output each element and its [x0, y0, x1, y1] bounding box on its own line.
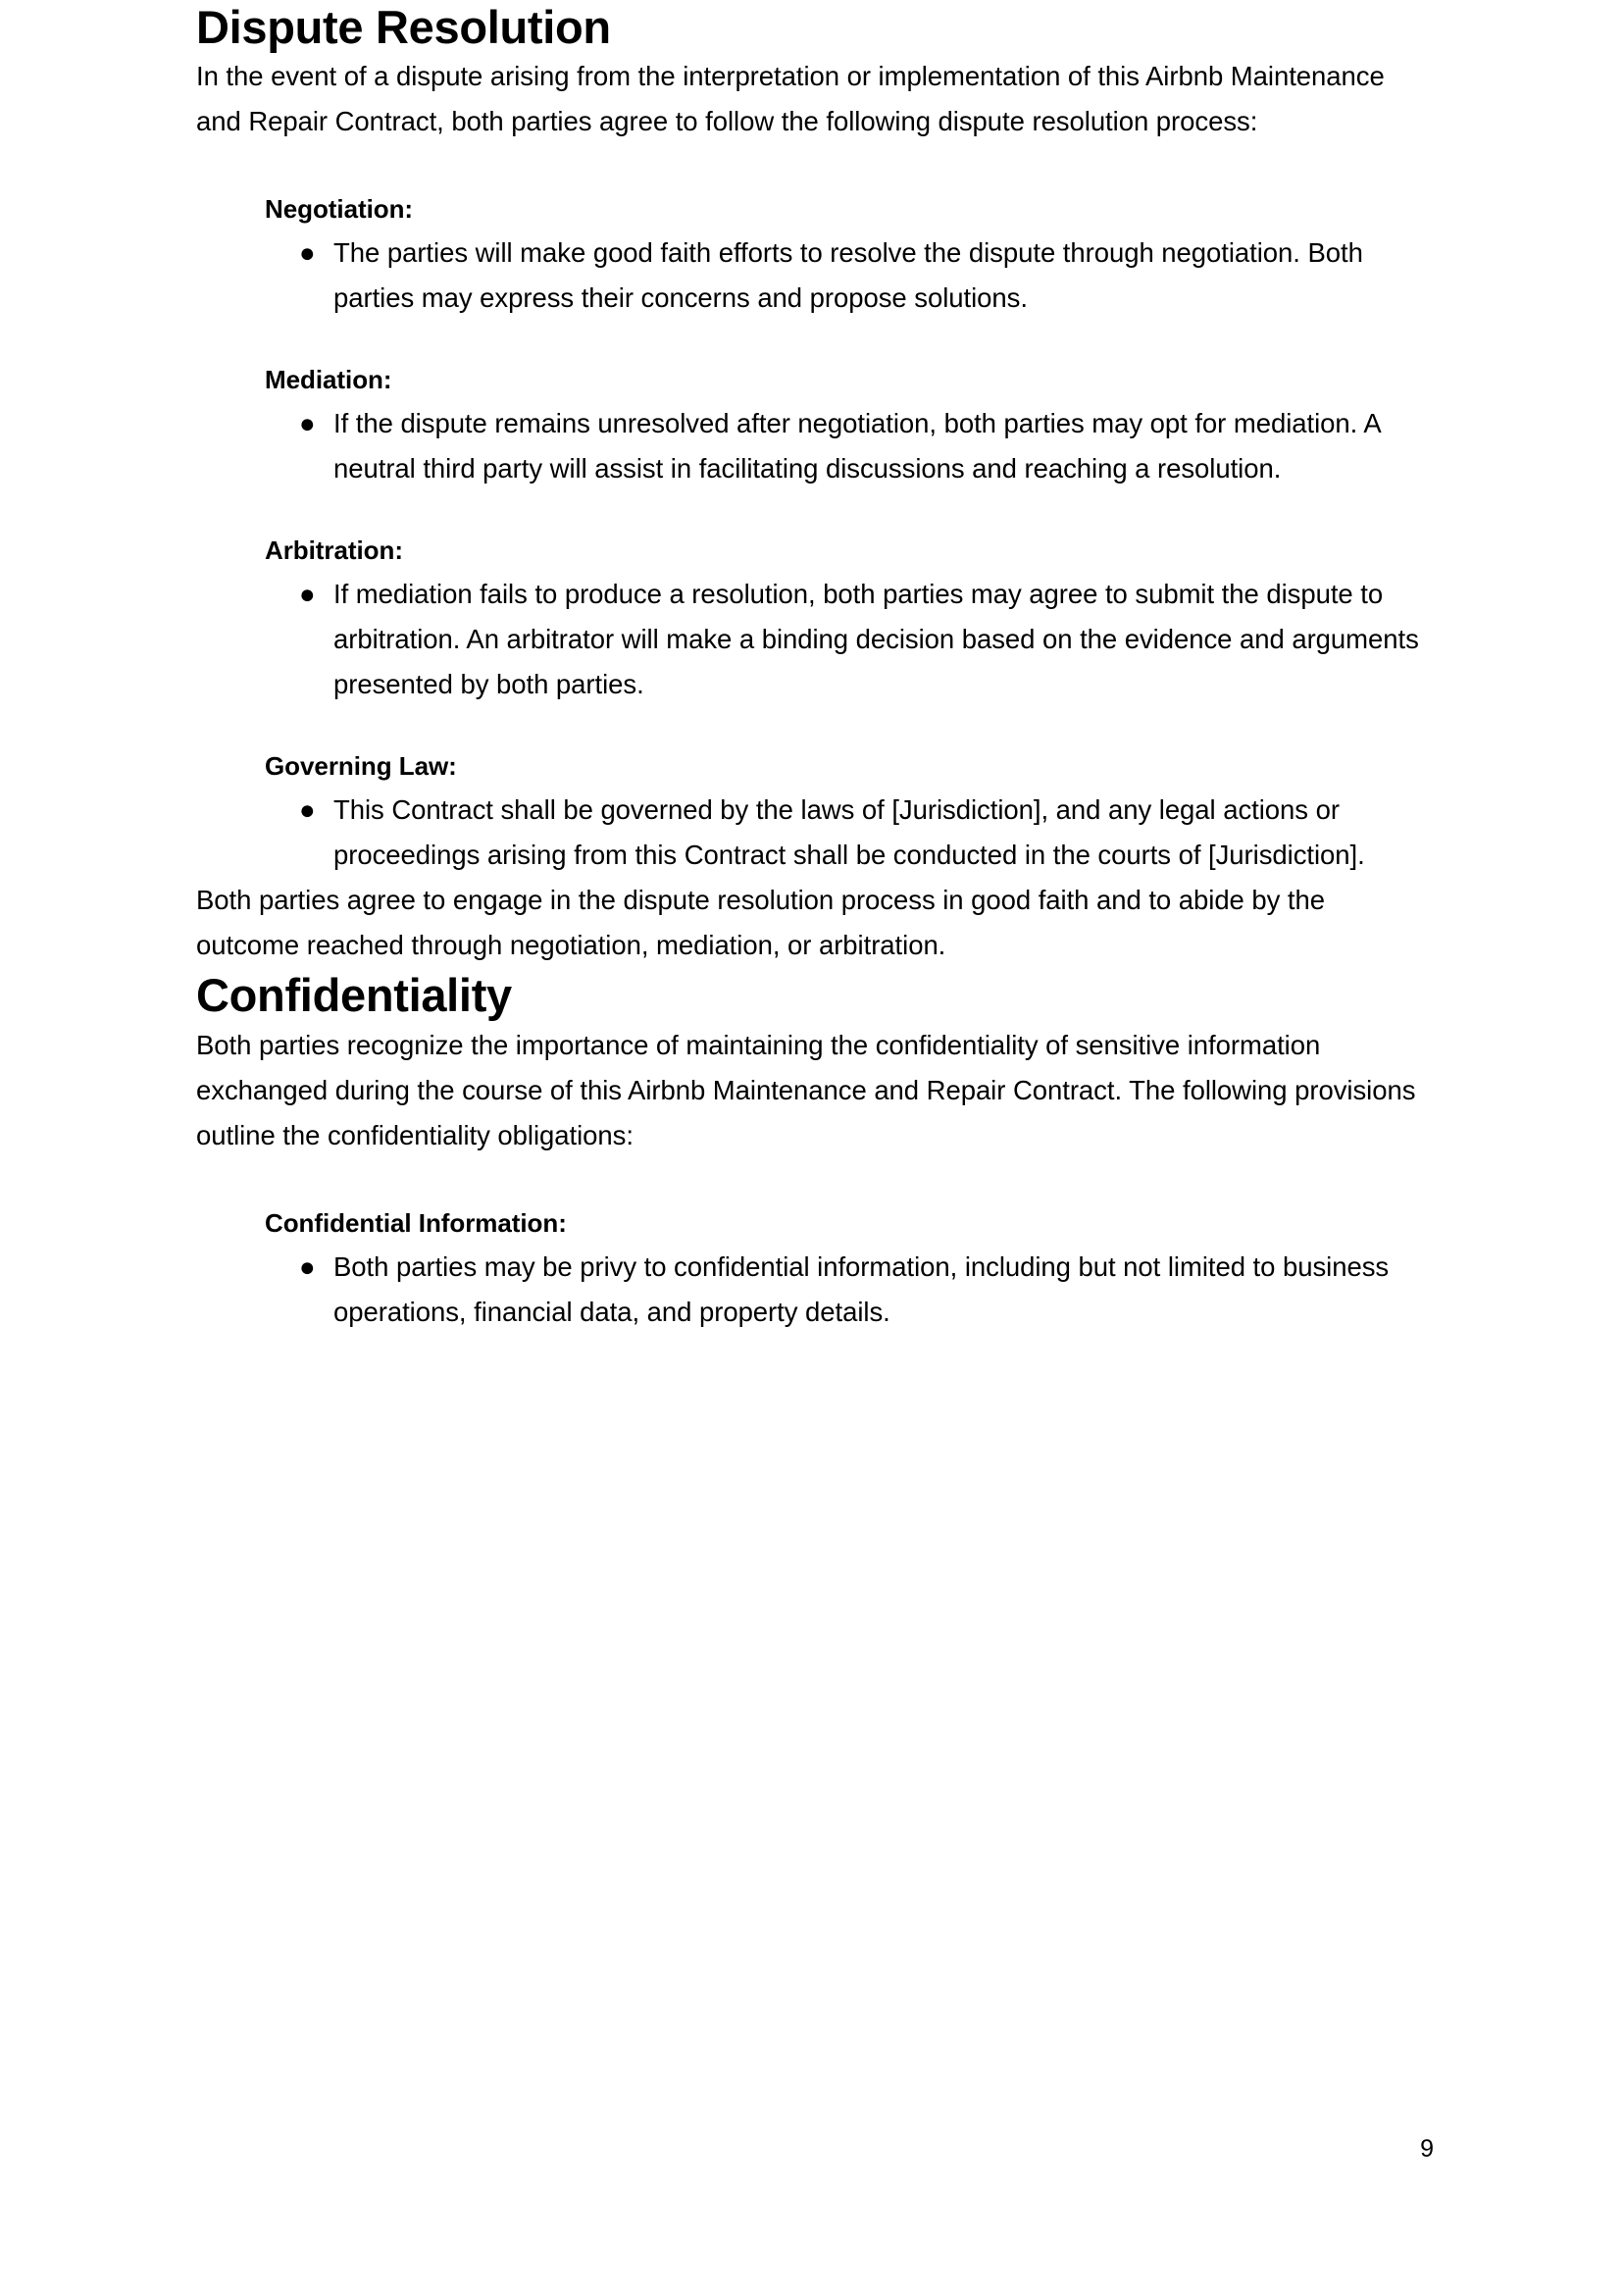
term-block-arbitration: [196, 531, 1434, 707]
section-closing-paragraph-dispute-resolution: Both parties agree to engage in the dispute resolution process in good faith and to abide by the outcome reached through negotiation, mediation, or arbitration.: [196, 885, 1326, 961]
term-title-governing-law: Governing Law:: [265, 751, 457, 782]
term-block-negotiation: [196, 189, 1434, 321]
term-block-mediation: [196, 360, 1434, 491]
bullet-icon: ●: [299, 579, 316, 610]
section-intro-paragraph-dispute-resolution: In the event of a dispute arising from the interpretation or implementation of this Airbnb Maintenance and Repair Contract, both parties agree to follow the following dispute resolution process:: [196, 61, 1385, 137]
term-list-negotiation: [196, 230, 1434, 321]
list-item: [196, 572, 1434, 707]
term-block-governing-law: [196, 746, 1434, 878]
bullet-icon: ●: [299, 237, 316, 269]
term-block-confidential-information: [196, 1203, 1434, 1335]
list-item: [196, 1245, 1434, 1335]
list-item: [196, 788, 1434, 878]
term-title-confidential-information: Confidential Information:: [265, 1207, 567, 1238]
bullet-icon: ●: [299, 408, 316, 439]
list-item-text: The parties will make good faith efforts to resolve the dispute through negotiation. Both parties may express their concerns and propose solutions.: [333, 237, 1363, 314]
page-content: [196, 0, 1434, 1335]
section-heading-dispute-resolution: Dispute Resolution: [196, 1, 611, 53]
page-number: 9: [1420, 2135, 1434, 2163]
term-title-negotiation: Negotiation:: [265, 194, 414, 225]
list-item-text: Both parties may be privy to confidential information, including but not limited to business operations, financial data, and property details.: [333, 1250, 1390, 1327]
list-item-text: If the dispute remains unresolved after negotiation, both parties may opt for mediation. A neutral third party will assist in facilitating discussions and reaching a resolution.: [333, 408, 1381, 484]
bullet-icon: ●: [299, 1250, 316, 1282]
term-title-arbitration: Arbitration:: [265, 535, 403, 566]
list-item-text: This Contract shall be governed by the laws of [Jurisdiction], and any legal actions or proceedings arising from this Contract shall be conducted in the courts of [Jurisdiction].: [333, 794, 1365, 871]
term-list-confidential-information: [196, 1245, 1434, 1335]
term-title-mediation: Mediation:: [265, 365, 392, 395]
term-list-mediation: [196, 401, 1434, 491]
bullet-icon: ●: [299, 794, 316, 826]
section-intro-paragraph-confidentiality: Both parties recognize the importance of maintaining the confidentiality of sensitive information exchanged during the course of this Airbnb Maintenance and Repair Contract. The following provisions outline the confidentiality obligations:: [196, 1029, 1416, 1150]
term-list-arbitration: [196, 572, 1434, 707]
section-heading-confidentiality: Confidentiality: [196, 969, 512, 1022]
term-list-governing-law: [196, 788, 1434, 878]
list-item-text: If mediation fails to produce a resolution, both parties may agree to submit the dispute to arbitration. An arbitrator will make a binding decision based on the evidence and arguments presented by both parties.: [333, 579, 1419, 700]
list-item: [196, 230, 1434, 321]
list-item: [196, 401, 1434, 491]
